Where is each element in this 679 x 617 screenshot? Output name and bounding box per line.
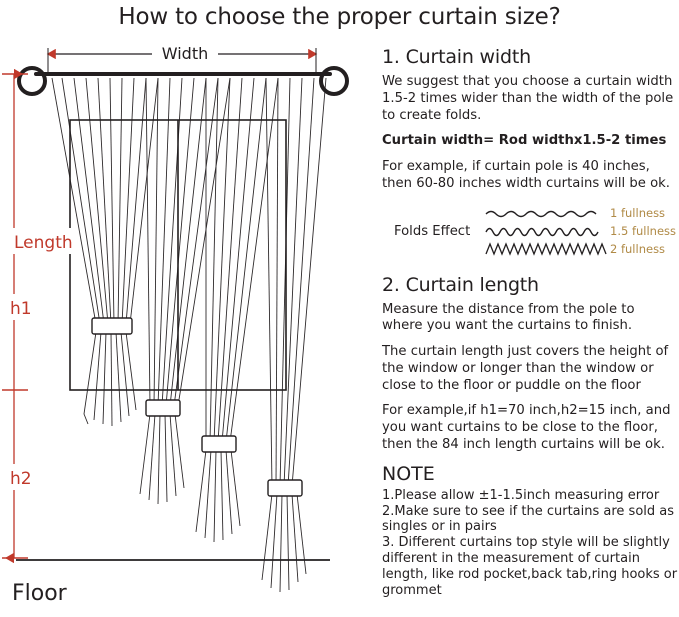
note-item-3: 3. Different curtains top style will be slightly different in the measurement of curtain length, like rod pocket,back tab,ring hooks or grommet [382, 535, 678, 598]
section-2-paragraph-1: Measure the distance from the pole to where you want the curtains to finish. [382, 301, 635, 334]
curtain-diagram [0, 32, 380, 617]
note-heading: NOTE [382, 462, 435, 485]
floor-label: Floor [12, 581, 67, 606]
h2-label: h2 [10, 469, 32, 489]
fold-wave-2 [486, 228, 598, 235]
height-dimensions [2, 74, 78, 558]
section-2-paragraph-2: The curtain length just covers the height of the window or longer than the window or close to the floor or puddle on the floor [382, 344, 669, 393]
section-1-paragraph-1: We suggest that you choose a curtain width 1.5-2 times wider than the width of the pole to create folds. [382, 74, 674, 123]
section-2-paragraph-3: For example,if h1=70 inch,h2=15 inch, and you want curtains to be close to the floor, then the 84 inch length curtains will be ok. [382, 403, 671, 452]
page-title: How to choose the proper curtain size? [118, 4, 561, 30]
fold-wave-3 [486, 244, 606, 254]
section-1-paragraph-3: For example, if curtain pole is 40 inches, then 60-80 inches width curtains will be ok. [382, 159, 670, 191]
length-label: Length [14, 233, 73, 253]
curtain-diagram-svg [0, 32, 380, 617]
h1-label: h1 [10, 299, 32, 319]
fullness-label-3: 2 fullness [610, 241, 666, 256]
section-1-formula: Curtain width= Rod widthx1.5-2 times [382, 133, 667, 149]
note-item-1: 1.Please allow ±1-1.5inch measuring error [382, 487, 660, 503]
width-label: Width [161, 44, 209, 63]
section-2-heading: 2. Curtain length [382, 273, 539, 296]
fullness-label-1: 1 fullness [610, 205, 666, 220]
curtain-rod [19, 68, 347, 94]
curtain-fabric [52, 78, 326, 592]
width-dimension [48, 42, 316, 72]
fullness-label-2: 1.5 fullness [610, 223, 677, 238]
instructions-column [382, 46, 679, 617]
note-item-2: 2.Make sure to see if the curtains are sold as singles or in pairs [382, 503, 675, 535]
section-1-heading: 1. Curtain width [382, 46, 531, 68]
fold-wave-1 [486, 211, 596, 216]
folds-effect-diagram [382, 202, 679, 264]
folds-effect-label: Folds Effect [394, 223, 471, 239]
note-list [382, 488, 679, 599]
